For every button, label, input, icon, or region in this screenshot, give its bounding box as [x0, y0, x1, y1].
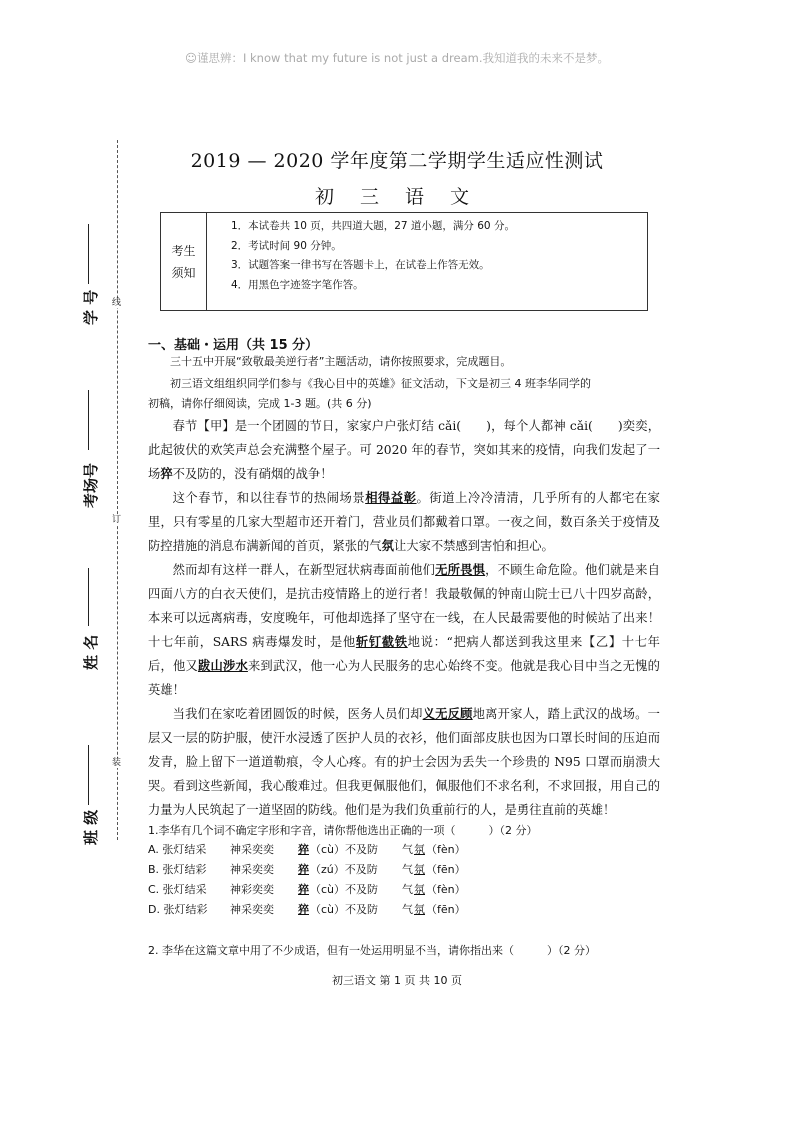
name-field — [60, 560, 120, 710]
word-fen: 氛 — [381, 538, 394, 553]
page-footer: 初三语文 第 1 页 共 10 页 — [332, 974, 462, 987]
essay-paragraph-2: 这个春节，和以往春节的热闹场景相得益彰。街道上冷冷清清，几乎所有的人都宅在家里，只有零星的几家大型超市还开着门，营业员们都戴着口罩。一夜之间，数百条关于疫情及防控措施的消息布满新闻的首页，紧张的气氛让大家不禁感到害怕和担心。 — [148, 490, 660, 553]
essay-paragraph-4: 当我们在家吃着团圆饭的时候，医务人员们却义无反顾地离开家人，踏上武汉的战场。一层又一层的防护服，使汗水浸透了医护人员的衣衫，他们面部皮肤也因为口罩长时间的压迫而发青，脸上留下一道道勒痕，令人心疼。有的护士会因为丢失一个珍贵的 N95 口罩而崩溃大哭。看到这些新闻，我心酸难过。但我更佩服他们，佩服他们不求名利，不求回报，用自己的力量为人民筑起了一道坚固的防线。他们是为我们负重前行的人，是勇往直前的英雄！ — [148, 706, 660, 817]
notice-item: 4．用黑色字迹签字笔作答。 — [231, 278, 364, 291]
idiom-yiwufangu: 义无反顾 — [422, 706, 473, 721]
name-label: 姓 名 — [82, 634, 100, 670]
student-id-label: 学 号 — [82, 289, 100, 325]
exam-room-label: 考场号 — [82, 462, 100, 508]
notice-label-line2: 须知 — [171, 265, 196, 280]
student-id-field — [60, 180, 120, 330]
section-heading: 一、基础・运用（共 15 分） — [148, 338, 319, 353]
idiom-bashansheshui: 跋山涉水 — [197, 658, 248, 673]
watermark: ☺谨思辨：I know that my future is not just a dream.我知道我的未来不是梦。 — [184, 51, 610, 65]
notice-item: 1．本试卷共 10 页，共四道大题，27 道小题，满分 60 分。 — [231, 220, 515, 232]
exam-room-line — [88, 390, 89, 450]
class-label: 班 级 — [82, 809, 100, 845]
notice-label-line1: 考生 — [171, 243, 196, 258]
class-field — [60, 745, 120, 895]
exam-room-field — [60, 390, 120, 540]
word-cu: 猝 — [160, 466, 173, 481]
idiom-xiangdeyizhang: 相得益彰 — [365, 490, 417, 505]
essay-paragraph-3: 然而却有这样一群人，在新型冠状病毒面前他们无所畏惧，不顾生命危险。他们就是来自四面八方的白衣天使们，是抗击疫情路上的逆行者！我最敬佩的钟南山院士已八十四岁高龄，本来可以远离病毒，安度晚年，可他却选择了坚守在一线，在人民最需要他的时候站了出来！十七年前，SARS 病毒爆发时，是他斩钉截铁地说：“把病人都送到我这里来【乙】十七年后，他又跋山涉水来到武汉，他一心为人民服务的忠心始终不变。他就是我心目中当之无愧的英雄！ — [148, 562, 660, 697]
student-id-line — [88, 224, 89, 284]
idiom-wusuoweiju: 无所畏惧 — [435, 562, 486, 577]
essay-paragraph-1: 春节【甲】是一个团圆的节日，家家户户张灯结 cǎi( )，每个人都神 cǎi( )奕奕，此起彼伏的欢笑声总会充满整个屋子。可 2020 年的春节，突如其来的疫情，向我们发起了一场猝不及防的，没有硝烟的战争！ — [148, 419, 660, 481]
essay-draft — [148, 414, 660, 822]
binding-mark-bind: 装 — [112, 758, 122, 768]
notice-item: 3．试题答案一律书写在答题卡上，在试卷上作答无效。 — [231, 259, 490, 271]
binding-mark-line: 线 — [112, 298, 122, 308]
notice-item: 2．考试时间 90 分钟。 — [231, 239, 342, 252]
notice-label — [161, 213, 207, 310]
page-subtitle: 初 三 语 文 — [314, 186, 480, 208]
section-intro-1: 三十五中开展“致敬最美逆行者”主题活动，请你按照要求，完成题目。 — [170, 355, 512, 368]
question-2-stem: 2. 李华在这篇文章中用了不少成语，但有一处运用明显不当，请你指出来（ ）（2 分） — [148, 944, 596, 957]
section-intro-2b: 初稿，请你仔细阅读，完成 1-3 题。(共 6 分) — [148, 397, 372, 410]
class-line — [88, 745, 89, 805]
question-1-stem: 1.李华有几个词不确定字形和字音，请你帮他选出正确的一项（ ）（2 分） — [148, 824, 538, 837]
binding-mark-staple: 订 — [112, 515, 122, 525]
name-line — [88, 568, 89, 626]
section-intro-2a: 初三语文组组织同学们参与《我心目中的英雄》征文活动，下文是初三 4 班李华同学的 — [170, 377, 591, 390]
page-title: 2019 — 2020 学年度第二学期学生适应性测试 — [190, 150, 604, 172]
notice-box — [160, 212, 648, 311]
idiom-zhandingjietie: 斩钉截铁 — [355, 634, 408, 649]
notice-items — [231, 217, 515, 295]
